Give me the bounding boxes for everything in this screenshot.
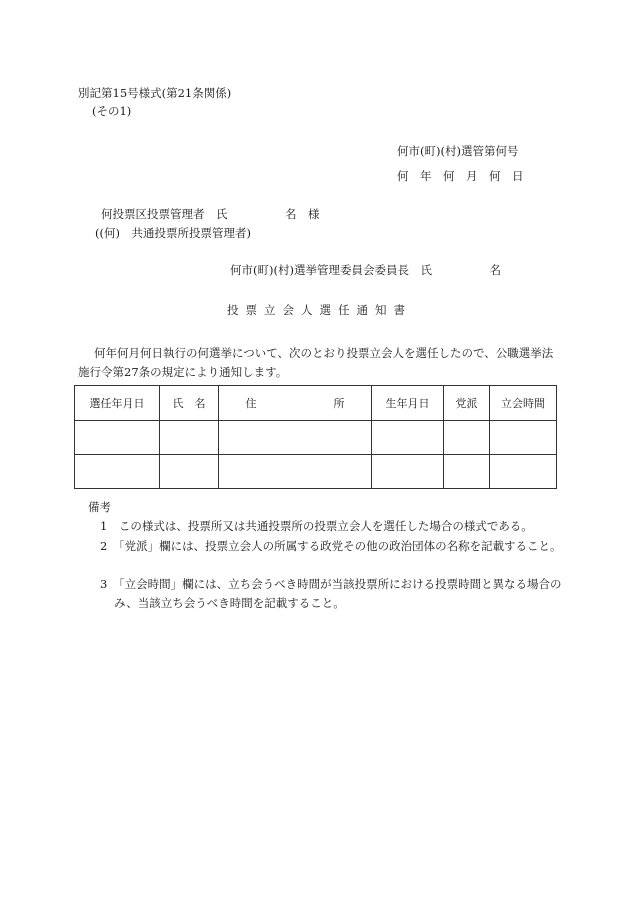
remarks-title: 備考 — [88, 500, 111, 514]
body-text: 何年何月何日執行の何選挙について、次のとおり投票立会人を選任したので、公職選挙法施行令第27条の規定により通知します。 — [78, 346, 554, 379]
table-cell — [490, 421, 557, 455]
form-title: 別記第15号様式(第21条関係) — [78, 86, 232, 100]
table-cell — [219, 455, 372, 489]
col-header-attendance-time: 立会時間 — [490, 386, 557, 421]
issuer-number: 何市(町)(村)選管第何号 — [397, 144, 519, 158]
table-cell — [444, 421, 490, 455]
col-header-appointment-date: 選任年月日 — [75, 386, 160, 421]
table-cell — [444, 455, 490, 489]
table-cell — [160, 455, 219, 489]
remark-item: 2 「党派」欄には、投票立会人の所属する政党その他の政治団体の名称を記載すること。 — [100, 539, 562, 553]
appointment-table — [74, 385, 557, 489]
col-header-name: 氏 名 — [160, 386, 219, 421]
body-paragraph — [78, 344, 558, 382]
form-subtitle: (その1) — [92, 104, 132, 118]
remark-item: 1 この様式は、投票所又は共通投票所の投票立会人を選任した場合の様式である。 — [100, 519, 533, 533]
sender-line: 何市(町)(村)選挙管理委員会委員長 氏 名 — [230, 263, 501, 277]
col-header-address: 住 所 — [219, 386, 372, 421]
table-header-row — [75, 386, 557, 421]
remark-item: 3 「立会時間」欄には、立ち会うべき時間が当該投票所における投票時間と異なる場合のみ、当該立ち会うべき時間を記載すること。 — [100, 577, 562, 610]
table-row — [75, 455, 557, 489]
issue-date: 何 年 何 月 何 日 — [397, 169, 524, 183]
table-cell — [75, 455, 160, 489]
col-header-birth-date: 生年月日 — [372, 386, 444, 421]
table-cell — [372, 421, 444, 455]
table-cell — [372, 455, 444, 489]
table-cell — [490, 455, 557, 489]
addressee-line: 何投票区投票管理者 氏 名 様 — [101, 207, 320, 221]
table-cell — [75, 421, 160, 455]
table-cell — [219, 421, 372, 455]
document-title: 投票立会人選任通知書 — [227, 303, 412, 317]
table-row — [75, 421, 557, 455]
addressee-alt-line: ((何) 共通投票所投票管理者) — [95, 226, 251, 240]
col-header-party: 党派 — [444, 386, 490, 421]
table-cell — [160, 421, 219, 455]
